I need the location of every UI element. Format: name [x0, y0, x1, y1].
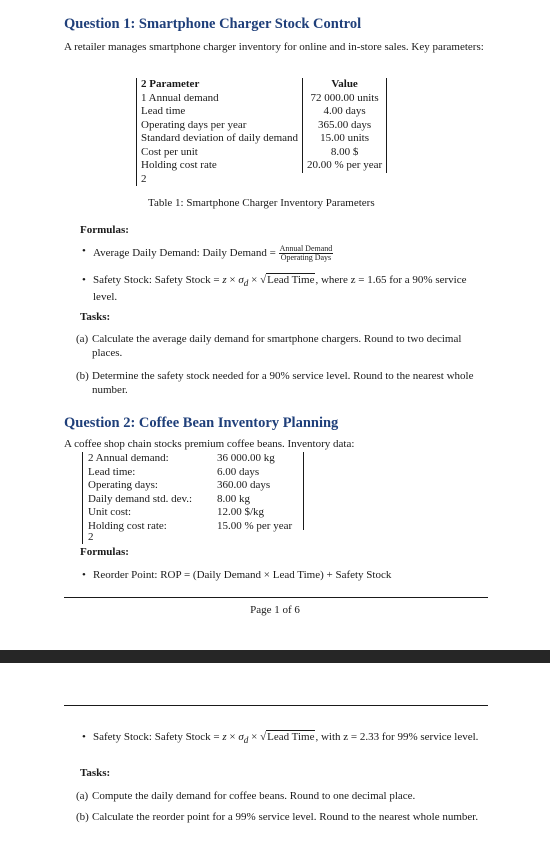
- table-header-parameter: 2 Parameter: [137, 78, 303, 92]
- task-label: (b): [76, 811, 89, 823]
- table-row: [137, 159, 387, 173]
- fraction: [279, 245, 334, 262]
- q1-intro: A retailer manages smartphone charger inventory for online and in-store sales. Key parameters:: [64, 41, 484, 53]
- formula-suffix: , with z = 2.33 for 99% service level.: [315, 731, 479, 743]
- sigma-subscript: d: [243, 735, 249, 746]
- list-item: [88, 479, 303, 493]
- list-item: [88, 452, 303, 466]
- task-text: Compute the daily demand for coffee beans. Round to one decimal place.: [92, 790, 416, 802]
- task-label: (b): [76, 370, 89, 382]
- formula-text: Safety Stock: Safety Stock =: [93, 731, 220, 743]
- sqrt-icon: √Lead Time: [260, 274, 315, 286]
- param-value: 12.00 $/kg: [217, 506, 265, 518]
- table-header-value: Value: [303, 78, 387, 92]
- table-footer: 2: [137, 173, 303, 187]
- sigma-symbol: σ: [238, 731, 244, 743]
- param-value: 36 000.00 kg: [217, 452, 275, 464]
- z-symbol: z: [222, 731, 227, 743]
- formula-suffix: , where z = 1.65 for a 90% service level.: [93, 274, 467, 303]
- param-key: Unit cost:: [88, 506, 132, 518]
- q1-parameter-table: [136, 78, 387, 186]
- bullet-icon: •: [82, 731, 86, 743]
- table-cell-value: 365.00 days: [303, 119, 387, 133]
- table-row: [137, 92, 387, 106]
- table-cell-param: Operating days per year: [137, 119, 303, 133]
- document-page-2: • Safety Stock: Safety Stock = $z \times \sigma_d$ × √Lead Time, with z = 2.33 for 99% service level. Tasks: (a) Compute the daily demand for coffee beans. Round to one decimal place. (b) Calculate the reorder point for a 99% service level. Round to the nearest whole number.: [0, 663, 550, 841]
- list-item: [88, 506, 303, 520]
- sqrt-icon: √Lead Time: [260, 731, 315, 743]
- table-cell-param: Standard deviation of daily demand: [137, 132, 303, 146]
- divider: [82, 452, 83, 544]
- page-header-rule: [64, 705, 488, 706]
- task-text: Determine the safety stock needed for a 90% service level. Round to the nearest whole number.: [92, 370, 474, 396]
- param-key: Lead time:: [88, 465, 136, 478]
- table-row: [137, 119, 387, 133]
- sigma-subscript: d: [243, 278, 249, 289]
- table-cell-param: 1 Annual demand: [137, 92, 303, 106]
- q2-tasks-label: Tasks:: [80, 767, 111, 779]
- table-cell-param: Lead time: [137, 105, 303, 119]
- table-row: [137, 132, 387, 146]
- page-number: Page 1 of 6: [250, 604, 300, 616]
- param-value: 6.00 days: [217, 465, 260, 478]
- task-label: (a): [76, 333, 89, 345]
- table-cell-value: 15.00 units: [303, 132, 387, 146]
- page-footer-rule: [64, 597, 488, 598]
- table-row: [137, 146, 387, 160]
- fraction-denominator: Operating Days: [280, 253, 332, 262]
- q2-title: Question 2: Coffee Bean Inventory Planning: [64, 415, 339, 431]
- sqrt-radicand: Lead Time: [267, 274, 315, 286]
- list-item: [88, 493, 303, 507]
- param-key: Operating days:: [88, 479, 158, 491]
- q1-title: Question 1: Smartphone Charger Stock Control: [64, 16, 362, 32]
- task-label: (a): [76, 790, 89, 802]
- list-footer: [88, 531, 303, 545]
- q2-parameter-list: [82, 452, 304, 544]
- sigma-symbol: σ: [238, 274, 244, 286]
- z-symbol: z: [222, 274, 227, 286]
- param-key: Holding cost rate:: [88, 519, 167, 532]
- q1-tasks-label: Tasks:: [80, 311, 111, 323]
- q2-intro: A coffee shop chain stocks premium coffee beans. Inventory data:: [64, 438, 355, 450]
- table-cell-param: Cost per unit: [137, 146, 303, 160]
- table-cell-value: 72 000.00 units: [303, 92, 387, 106]
- divider: [303, 452, 304, 530]
- q1-table-caption: Table 1: Smartphone Charger Inventory Parameters: [148, 197, 375, 209]
- list-item: [88, 466, 303, 480]
- table-cell-param: Holding cost rate: [137, 159, 303, 173]
- q1-formulas-label: Formulas:: [80, 224, 129, 236]
- sqrt-radicand: Lead Time: [267, 731, 315, 743]
- param-value: 15.00 % per year: [217, 519, 293, 532]
- bullet-icon: •: [82, 569, 86, 581]
- document-page-1: Question 1: Smartphone Charger Stock Control A retailer manages smartphone charger inventory for online and in-store sales. Key parameters: 2 Parameter Value 1 Annual demand 72 000.00 units Lead time 4.00 days Operating days per year 365.00 days Standard deviation of daily demand 15.00 units Cost per unit 8.00 $ Holding cost rate 20.00 % per year 2 Table 1: Smartphone Charger Inventory Parameters Formulas: • Average Daily Demand: Daily Demand = $\frac{\text{Annual Demand}}{\text{Operating Days}}$ • Safety Stock: Safety Stock = $z \times \sigma_d$ × √Lead Time, where z = 1.65 for a 90% service level. Tasks: (a) Calculate the average daily demand for smartphone chargers. Round to two decimal places. (b) Determine the safety stock needed for a 90% service level. Round to the nearest whole number. Question 2: Coffee Bean Inventory Planning A coffee shop chain stocks premium coffee beans. Inventory data: 2 Annual demand: 36 000.00 kg Lead time: 6.00 days Operating days: 360.00 days Daily demand std. dev.: 8.00 kg Unit cost: 12.00 $/kg Holding cost rate: 15.00 % per year 2 Formulas: • Reorder Point: ROP = (Daily Demand × Lead Time) + Safety Stock Page 1 of 6: [0, 0, 550, 650]
- bullet-icon: •: [82, 274, 86, 286]
- formula-text: Reorder Point: ROP = (Daily Demand × Lead Time) + Safety Stock: [93, 569, 392, 581]
- param-value: 8.00 kg: [217, 492, 250, 505]
- table-cell-value: 8.00 $: [303, 146, 387, 160]
- formula-text: Safety Stock: Safety Stock =: [93, 274, 220, 286]
- page-separator: [0, 650, 550, 663]
- param-key: 2 Annual demand:: [88, 452, 169, 464]
- fraction-numerator: Annual Demand: [279, 244, 333, 253]
- param-key: Daily demand std. dev.:: [88, 492, 193, 505]
- table-cell-value: 4.00 days: [303, 105, 387, 119]
- footer-number: 2: [88, 531, 94, 543]
- task-text: Calculate the reorder point for a 99% service level. Round to the nearest whole number.: [92, 811, 479, 823]
- formula-text: Average Daily Demand: Daily Demand =: [93, 247, 276, 260]
- task-text: Calculate the average daily demand for smartphone chargers. Round to two decimal places.: [92, 333, 462, 359]
- bullet-icon: •: [82, 245, 86, 257]
- table-cell-value: 20.00 % per year: [303, 159, 387, 173]
- q2-formulas-label: Formulas:: [80, 546, 129, 558]
- table-row: [137, 105, 387, 119]
- param-value: 360.00 days: [217, 479, 271, 491]
